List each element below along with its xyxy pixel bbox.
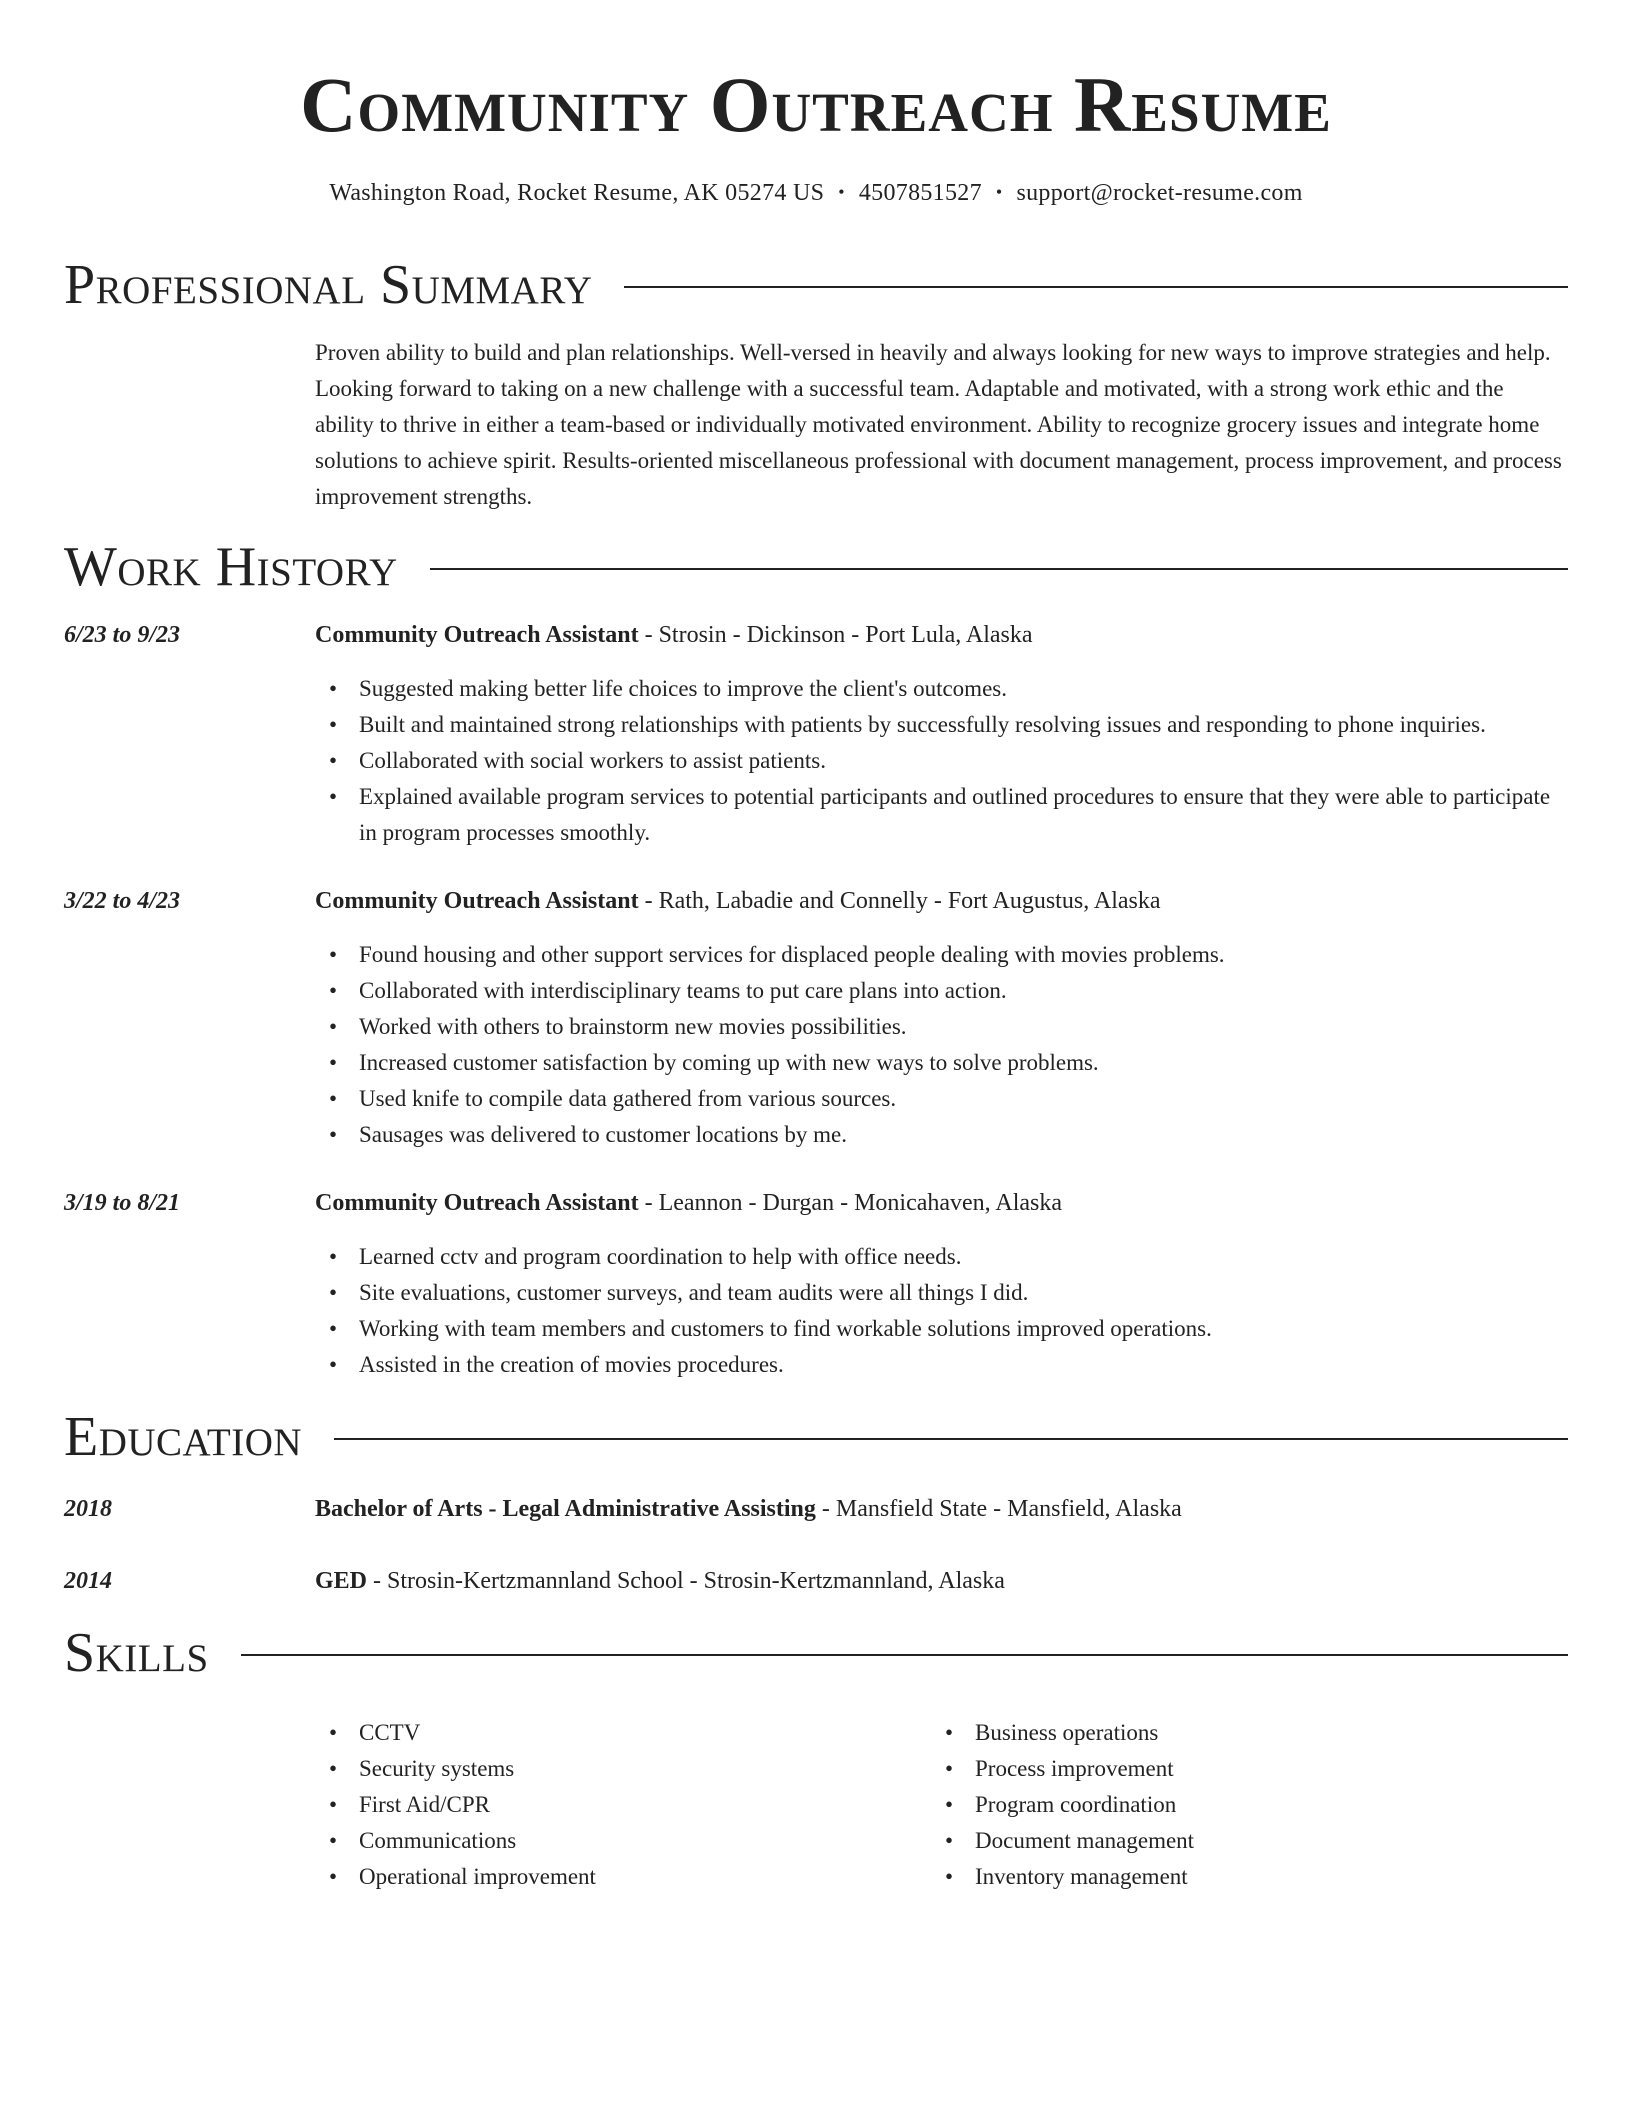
work-dates: 3/22 to 4/23 bbox=[64, 888, 181, 914]
work-entry-body bbox=[315, 883, 1568, 1153]
skill-item: • Security systems bbox=[315, 1751, 931, 1787]
education-entry-body bbox=[315, 1563, 1568, 1599]
skill-item: • First Aid/CPR bbox=[315, 1787, 931, 1823]
education-entry-body bbox=[315, 1491, 1568, 1527]
job-bullet: • Increased customer satisfaction by coming up with new ways to solve problems. bbox=[315, 1045, 1568, 1081]
summary-section-header bbox=[64, 253, 1568, 317]
job-bullet: • Explained available program services to potential participants and outlined procedures to ensure that they were able to participate in program processes smoothly. bbox=[315, 779, 1568, 851]
work-history-list bbox=[64, 617, 1568, 1383]
job-bullets bbox=[315, 671, 1568, 851]
job-bullet: • Sausages was delivered to customer locations by me. bbox=[315, 1117, 1568, 1153]
skills-grid bbox=[315, 1715, 1568, 1895]
job-bullet: • Collaborated with social workers to assist patients. bbox=[315, 743, 1568, 779]
education-entry bbox=[64, 1491, 1568, 1527]
education-heading: Education bbox=[64, 1406, 303, 1468]
resume-page bbox=[64, 0, 1568, 1895]
work-title-line bbox=[315, 1185, 1568, 1221]
job-bullet: • Learned cctv and program coordination to help with office needs. bbox=[315, 1239, 1568, 1275]
contact-separator: • bbox=[838, 182, 845, 202]
skill-item: • CCTV bbox=[315, 1715, 931, 1751]
job-bullets bbox=[315, 1239, 1568, 1383]
job-bullet: • Assisted in the creation of movies procedures. bbox=[315, 1347, 1568, 1383]
summary-text: Proven ability to build and plan relationships. Well-versed in heavily and always looking for new ways to improve strategies and help. Looking forward to taking on a new challenge with a successful team. Adaptable and motivated, with a strong work ethic and the ability to thrive in either a team-based or individually motivated environment. Ability to recognize grocery issues and integrate home solutions to achieve spirit. Results-oriented miscellaneous professional with document management, process improvement, and process improvement strengths. bbox=[315, 340, 1562, 509]
contact-separator: • bbox=[995, 182, 1003, 202]
education-section-header bbox=[64, 1405, 1568, 1469]
section-divider bbox=[334, 1438, 1568, 1440]
contact-email: support@rocket-resume.com bbox=[1016, 180, 1303, 206]
education-degree: GED bbox=[315, 1568, 368, 1594]
job-title: Community Outreach Assistant bbox=[315, 1190, 639, 1216]
education-list bbox=[64, 1491, 1568, 1599]
section-divider bbox=[241, 1654, 1568, 1656]
work-section-header bbox=[64, 535, 1568, 599]
education-degree: Bachelor of Arts - Legal Administrative Assisting bbox=[315, 1496, 816, 1522]
skills-heading: Skills bbox=[64, 1622, 209, 1684]
job-bullet: • Working with team members and customers to find workable solutions improved operations. bbox=[315, 1311, 1568, 1347]
education-title-line bbox=[315, 1491, 1568, 1527]
work-entry bbox=[64, 1185, 1568, 1383]
work-dates: 6/23 to 9/23 bbox=[64, 622, 181, 648]
skills-section-header bbox=[64, 1621, 1568, 1685]
skill-item: • Program coordination bbox=[931, 1787, 1547, 1823]
contact-line bbox=[64, 178, 1568, 209]
education-details: - Strosin-Kertzmannland School - Strosin-Kertzmannland, Alaska bbox=[367, 1568, 1005, 1594]
job-bullet: • Built and maintained strong relationships with patients by successfully resolving issues and responding to phone inquiries. bbox=[315, 707, 1568, 743]
contact-phone: 4507851527 bbox=[858, 180, 982, 206]
skill-item: • Inventory management bbox=[931, 1859, 1547, 1895]
job-title: Community Outreach Assistant bbox=[315, 622, 639, 648]
work-entry-body bbox=[315, 617, 1568, 851]
section-divider bbox=[624, 286, 1568, 288]
skill-item: • Communications bbox=[315, 1823, 931, 1859]
work-entry bbox=[64, 883, 1568, 1153]
job-bullet: • Worked with others to brainstorm new movies possibilities. bbox=[315, 1009, 1568, 1045]
job-bullet: • Suggested making better life choices to improve the client's outcomes. bbox=[315, 671, 1568, 707]
skills-column-left bbox=[315, 1715, 931, 1895]
resume-title: Community Outreach Resume bbox=[300, 61, 1332, 148]
job-bullet: • Site evaluations, customer surveys, and team audits were all things I did. bbox=[315, 1275, 1568, 1311]
work-entry bbox=[64, 617, 1568, 851]
education-entry bbox=[64, 1563, 1568, 1599]
job-bullets bbox=[315, 937, 1568, 1153]
work-entry-body bbox=[315, 1185, 1568, 1383]
job-details: - Leannon - Durgan - Monicahaven, Alaska bbox=[638, 1190, 1062, 1216]
contact-address: Washington Road, Rocket Resume, AK 05274 US bbox=[329, 180, 825, 206]
education-year: 2014 bbox=[64, 1568, 112, 1594]
skill-item: • Document management bbox=[931, 1823, 1547, 1859]
job-bullet: • Collaborated with interdisciplinary teams to put care plans into action. bbox=[315, 973, 1568, 1009]
work-title-line bbox=[315, 883, 1568, 919]
work-dates: 3/19 to 8/21 bbox=[64, 1190, 181, 1216]
job-bullet: • Used knife to compile data gathered from various sources. bbox=[315, 1081, 1568, 1117]
skill-item: • Business operations bbox=[931, 1715, 1547, 1751]
education-year: 2018 bbox=[64, 1496, 112, 1522]
work-heading: Work History bbox=[64, 536, 398, 598]
job-details: - Rath, Labadie and Connelly - Fort Augustus, Alaska bbox=[638, 888, 1161, 914]
job-details: - Strosin - Dickinson - Port Lula, Alaska bbox=[638, 622, 1033, 648]
skill-item: • Process improvement bbox=[931, 1751, 1547, 1787]
job-title: Community Outreach Assistant bbox=[315, 888, 639, 914]
section-divider bbox=[430, 568, 1568, 570]
skills-column-right bbox=[931, 1715, 1547, 1895]
skill-item: • Operational improvement bbox=[315, 1859, 931, 1895]
job-bullet: • Found housing and other support services for displaced people dealing with movies problems. bbox=[315, 937, 1568, 973]
summary-heading: Professional Summary bbox=[64, 254, 593, 316]
work-title-line bbox=[315, 617, 1568, 653]
education-title-line bbox=[315, 1563, 1568, 1599]
education-details: - Mansfield State - Mansfield, Alaska bbox=[815, 1496, 1182, 1522]
